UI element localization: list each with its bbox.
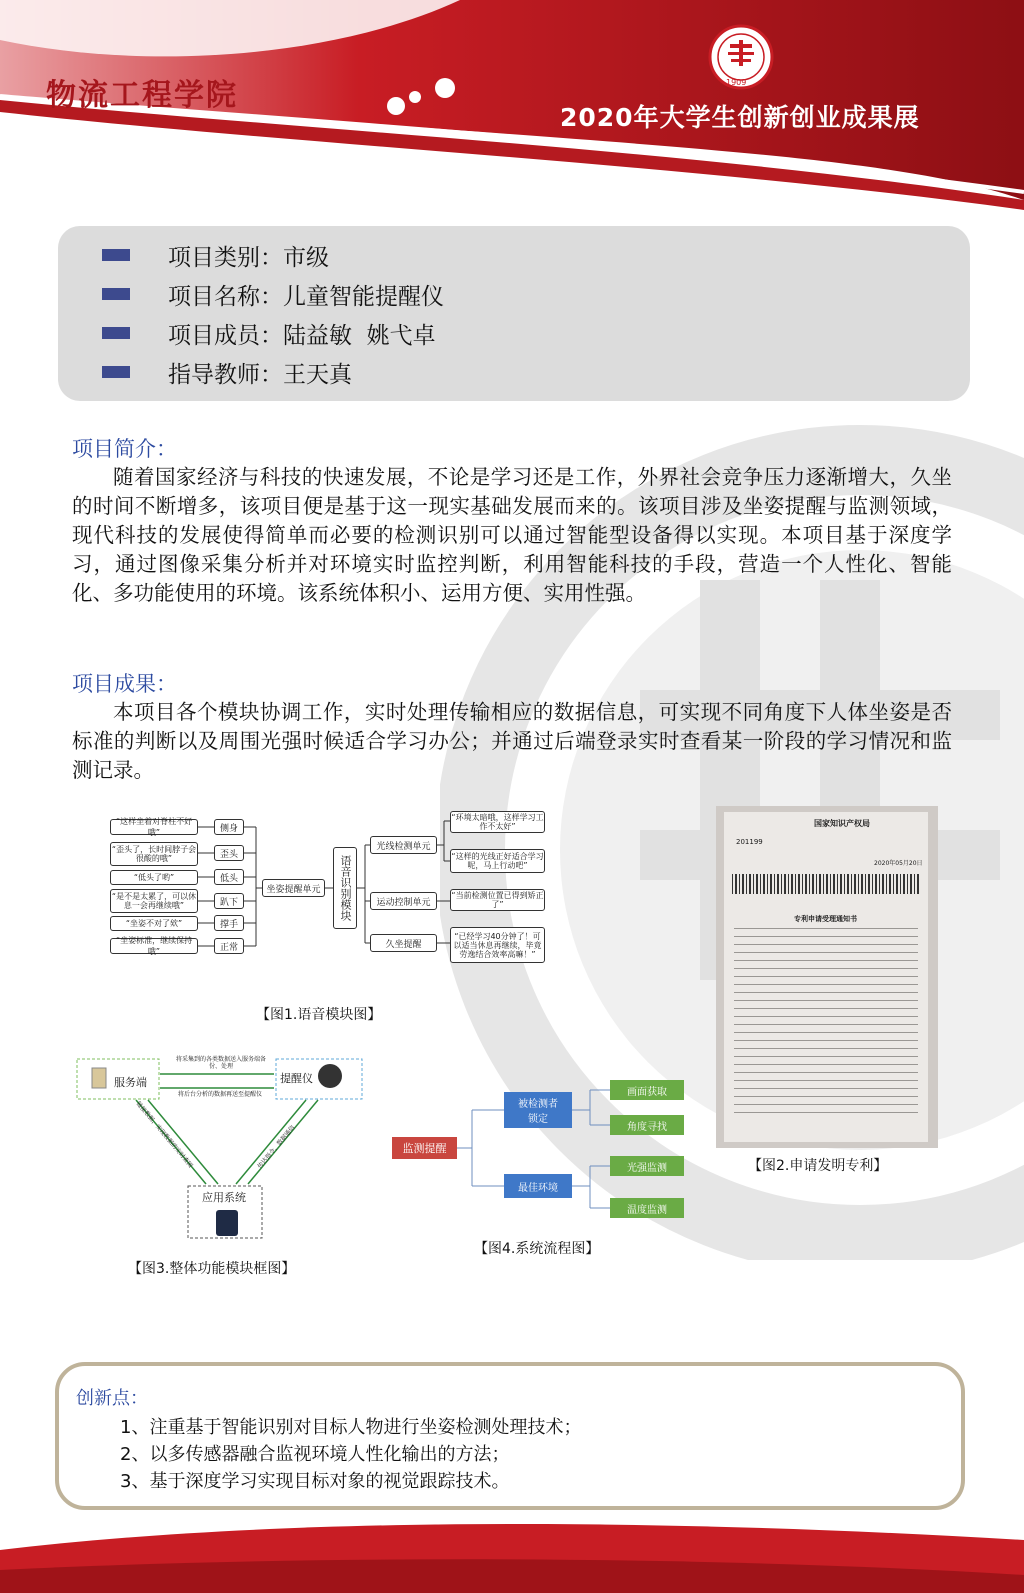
innovation-heading: 创新点： — [76, 1388, 148, 1409]
flow-node-target-lock: 被检测者锁定 — [504, 1092, 572, 1128]
intro-heading: 项目简介： — [72, 437, 177, 461]
posture-unit: 坐姿提醒单元 — [262, 879, 325, 897]
intro-paragraph: 随着国家经济与科技的快速发展，不论是学习还是工作，外界社会竞争压力逐渐增大，久坐的时间不断增多，该项目便是基于这一现实基础发展而来的。该项目涉及坐姿提醒与监测领域，现代科技的发展使得简单而必要的检测识别可以通过智能型设备得以实现。本项目基于深度学习，通过图像采集分析并对环境实时监控判断，利用智能科技的手段，营造一个人性化、智能化、多功能使用的环境。该系统体积小、运用方便、实用性强。 — [72, 465, 952, 605]
info-label: 项目成员： — [168, 322, 283, 349]
flow-leaf: 角度寻找 — [610, 1115, 684, 1135]
voice-message: “当前检测位置已得到矫正了” — [451, 891, 544, 909]
info-row-category — [102, 240, 329, 270]
bullet-icon — [102, 288, 130, 300]
barcode — [732, 874, 920, 894]
app-system-label: 应用系统 — [202, 1191, 246, 1204]
info-label: 指导教师： — [168, 361, 283, 388]
patent-date: 2020年05月20日 — [874, 860, 923, 867]
sitting-reminder-unit: 久坐提醒 — [370, 934, 437, 952]
flow-leaf: 光强监测 — [610, 1156, 684, 1176]
light-detection-unit: 光线检测单元 — [370, 836, 437, 854]
server-label: 服务端 — [114, 1076, 147, 1089]
arrow-label-top: 将采集到的各类数据送入服务端备份、处理 — [176, 1056, 267, 1070]
fig2-caption: 【图2.申请发明专利】 — [748, 1158, 888, 1174]
innovation-item: 1、注重基于智能识别对目标人物进行坐姿检测处理技术； — [120, 1417, 582, 1438]
info-row-name — [102, 279, 444, 309]
info-value: 儿童智能提醒仪 — [283, 283, 444, 310]
voice-quote: “是不是太累了，可以休息一会再继续哦” — [110, 889, 198, 913]
flow-leaf: 画面获取 — [610, 1080, 684, 1100]
voice-recognition-module: 语音识别模块 — [333, 847, 357, 929]
bullet-icon — [102, 327, 130, 339]
reminder-device-label: 提醒仪 — [280, 1072, 313, 1085]
function-block-diagram — [76, 1058, 366, 1246]
voice-quote: “歪头了，长时间脖子会很酸的哦” — [110, 842, 198, 866]
motion-control-unit: 运动控制单元 — [370, 892, 437, 910]
voice-quote: “这样坐着对脊柱不好哦” — [110, 819, 198, 835]
college-name: 物流工程学院 — [46, 78, 238, 113]
bullet-icon — [102, 249, 130, 261]
posture-label: 撑手 — [214, 915, 244, 931]
info-value: 陆益敏 姚弋卓 — [283, 322, 436, 349]
bullet-icon — [102, 366, 130, 378]
expo-title: 2020年大学生创新创业成果展 — [560, 103, 920, 132]
innovation-item: 2、以多传感器融合监视环境人性化输出的方法； — [120, 1444, 510, 1465]
patent-office: 国家知识产权局 — [814, 819, 870, 828]
results-heading: 项目成果： — [72, 672, 177, 696]
flow-leaf: 温度监测 — [610, 1198, 684, 1218]
patent-photo — [716, 806, 938, 1148]
footer-wave — [0, 1500, 1024, 1593]
posture-label: 歪头 — [214, 845, 244, 861]
voice-quote: “低头了哟” — [110, 870, 198, 885]
patent-number: 201199 — [736, 838, 763, 846]
voice-message: “环境太暗哦，这样学习工作不太好” — [451, 813, 544, 831]
fig4-caption: 【图4.系统流程图】 — [474, 1241, 600, 1257]
info-row-members — [102, 318, 436, 348]
posture-label: 趴下 — [214, 893, 244, 909]
flow-root: 监测提醒 — [392, 1137, 457, 1159]
innovation-item: 3、基于深度学习实现目标对象的视觉跟踪技术。 — [120, 1471, 510, 1492]
info-label: 项目名称： — [168, 283, 283, 310]
voice-message: “这样的光线正好适合学习呢，马上行动吧” — [450, 849, 545, 873]
info-value: 王天真 — [283, 361, 352, 388]
info-label: 项目类别： — [168, 244, 283, 271]
voice-quote: “坐姿标准，继续保持哦” — [110, 938, 198, 954]
voice-message: “已经学习40分钟了！可以适当休息再继续，毕竟劳逸结合效率高嘛！” — [450, 927, 545, 963]
flow-node-best-env: 最佳环境 — [504, 1174, 572, 1198]
arrow-label-left: 链接数据，实现数据的实时查阅 — [134, 1100, 194, 1170]
fig3-caption: 【图3.整体功能模块框图】 — [128, 1261, 296, 1277]
posture-label: 正常 — [214, 938, 244, 954]
results-paragraph: 本项目各个模块协调工作，实时处理传输相应的数据信息，可实现不同角度下人体坐姿是否标准的判断以及周围光强时候适合学习办公；并通过后端登录实时查看某一阶段的学习情况和监测记录。 — [72, 700, 952, 782]
posture-label: 低头 — [214, 869, 244, 885]
fig1-caption: 【图1.语音模块图】 — [256, 1007, 382, 1023]
voice-module-diagram — [110, 815, 570, 990]
arrow-label-right: 传达指令，数据通信 — [256, 1124, 297, 1171]
posture-label: 侧身 — [214, 819, 244, 835]
patent-text-lines — [734, 928, 918, 1118]
system-flow-chart — [392, 1080, 692, 1230]
decor-dot — [387, 97, 405, 115]
info-row-advisor — [102, 357, 352, 387]
voice-quote: “坐姿不对了欸” — [110, 916, 198, 931]
patent-doc-title: 专利申请受理通知书 — [794, 915, 857, 923]
emblem-year: 1909 — [726, 78, 747, 87]
arrow-label-bottom: 将后台分析的数据再送至提醒仪 — [177, 1091, 262, 1098]
info-value: 市级 — [283, 244, 329, 271]
